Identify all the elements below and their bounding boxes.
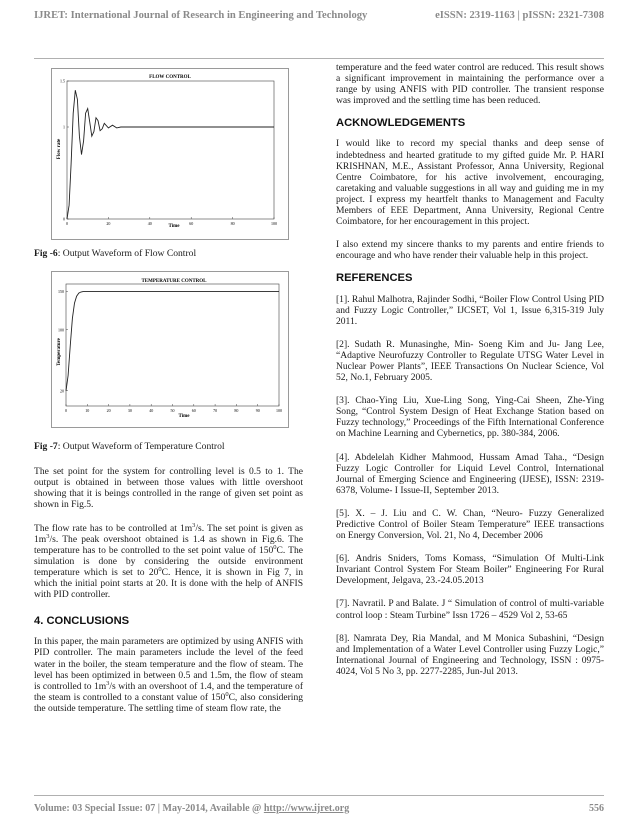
acknowledgement-paragraph-1: I would like to record my special thanks and deep sense of indebtedness and hearted gratitude to my gifted guide Mr. P. HARI KRISHNAN, M.E., Assistant Professor, Anna University, Regional Centre Coimbatore, for his active involvement, encouraging, caretaking and valuable suggestions in all way and guiding me in my project. I express my heartfelt thanks to Management and Faculty Members of EEE Department, Anna University, Regional Centre Coimbatore, for her encouragement in this project. — [336, 138, 604, 228]
y-axis-label: Temperature — [57, 338, 62, 366]
reference-3: [3]. Chao-Ying Liu, Xue-Ling Song, Ying-Cai Sheen, Zhe-Ying Song, “Control System Design of Heat Exchange Station based on Fuzzy technology,” Proceedings of the Fifth International Conference on Machine Learning and Cybernetics, pp. 380-384, 2006. — [336, 395, 604, 440]
x-tick-label: 0 — [66, 221, 68, 226]
chart-title: TEMPERATURE CONTROL — [141, 279, 207, 285]
figure-7-temperature-control — [51, 271, 289, 428]
series-line — [66, 292, 279, 391]
x-tick-label: 80 — [230, 221, 235, 226]
reference-4: [4]. Abdelelah Kidher Mahmood, Hussam Amad Taha., “Design Fuzzy Logic Controller for Liquid Level Control, International Journal of Emerging Science and Engineering (IJESE), ISSN: 2319-6378, Volume- I Issue-II, September 2013. — [336, 451, 604, 496]
y-tick-label: 20 — [60, 388, 64, 394]
y-tick-label: 0 — [63, 216, 65, 222]
header-rule — [34, 58, 604, 59]
running-header — [34, 10, 604, 21]
x-tick-label: 70 — [213, 408, 218, 414]
reference-2: [2]. Sudath R. Munasinghe, Min- Soeng Kim and Ju- Jang Lee, “Adaptive Neurofuzzy Controller to Regulate UTSG Water Level in Nuclear Power Plants”, IEEE Transactions On Nuclear Science, Vol 52, No.1, February 2005. — [336, 338, 604, 384]
x-tick-label: 60 — [191, 408, 196, 414]
x-tick-label: 90 — [255, 408, 260, 414]
x-tick-label: 50 — [170, 408, 175, 414]
conclusions-paragraph: In this paper, the main parameters are optimized by using ANFIS with PID controller. The main parameters include the level of the feed water in the boiler, the steam temperature and the flow of steam. The level has been optimized in between 0.5 and 1.5m, the flow of steam is controlled to $1m^3/s$ with an overshoot of 1.4, and the temperature of the steam is controlled to a constant value of $150^0C$, also considering the outside temperature. The settling time of steam flow rate, the — [34, 636, 304, 714]
flow-control-chart — [52, 69, 288, 239]
page-number: 556 — [589, 803, 604, 814]
journal-title: IJRET: International Journal of Research in Engineering and Technology — [34, 10, 368, 21]
x-tick-label: 100 — [271, 221, 277, 226]
x-tick-label: 0 — [65, 408, 67, 414]
series-line — [67, 90, 274, 219]
y-axis-label: Flow rate — [57, 138, 62, 160]
y-tick-label: 1.5 — [60, 78, 65, 84]
running-footer — [34, 803, 604, 814]
setpoint-paragraph: The set point for the system for controlling level is 0.5 to 1. The output is obtained in between those values with little overshoot showing that it is beings controlled in the range of given set point as shown in Fig.5. — [34, 466, 303, 511]
figure-6-flow-control — [51, 68, 289, 240]
x-tick-label: 20 — [106, 221, 111, 226]
reference-8: [8]. Namrata Dey, Ria Mandal, and M Monica Subashini, “Design and Implementation of a Water Level Controller using Fuzzy Logic,” International Journal of Engineering and Technology, ISSN : 0975-4024, Vol 5 No 3, pp. 2277-2285, Jun-Jul 2013. — [336, 632, 604, 677]
x-tick-label: 40 — [147, 221, 152, 226]
references-heading: REFERENCES — [336, 272, 413, 285]
figure-6-caption — [34, 248, 303, 259]
temperature-control-chart — [52, 272, 288, 427]
y-tick-label: 1 — [63, 124, 65, 130]
journal-link[interactable]: http://www.ijret.org — [263, 803, 350, 814]
volume-info: Volume: 03 Special Issue: 07 | May-2014, Available @ http://www.ijret.org — [34, 803, 350, 814]
right-column — [336, 62, 604, 689]
x-tick-label: 40 — [149, 408, 154, 414]
caption-text: : Output Waveform of Flow Control — [57, 248, 197, 259]
x-tick-label: 30 — [127, 408, 132, 414]
chart-title: FLOW CONTROL — [149, 75, 191, 80]
conclusions-heading: 4. CONCLUSIONS — [34, 615, 130, 628]
flow-rate-paragraph: The flow rate has to be controlled at $1m^3/s$. The set point is given as $1m^3/s$. The peak overshoot obtained is 1.4 as shown in Fig.6. The temperature has to be controlled to the set point value of $150^0C$. The simulation is done by considering the outside environment temperature which is set to $20^0C$. Hence, it is shown in Fig 7, in which the initial point starts at 20. It is done with the help of ANFIS with PID controller. — [34, 521, 303, 601]
acknowledgements-heading: ACKNOWLEDGEMENTS — [336, 117, 466, 130]
x-tick-label: 60 — [189, 221, 194, 226]
caption-label: Fig -6 — [34, 248, 58, 259]
x-tick-label: 10 — [85, 408, 90, 414]
reference-5: [5]. X. – J. Liu and C. W. Chan, “Neuro- Fuzzy Generalized Predictive Control of Boiler Steam Temperature” IEEE transactions on Energy Conversion, Vol. 21, No 4, December 2006 — [336, 507, 604, 542]
left-column — [34, 68, 303, 726]
x-tick-label: 100 — [276, 408, 282, 414]
issn: eISSN: 2319-1163 | pISSN: 2321-7308 — [435, 10, 604, 21]
plot-frame — [66, 284, 279, 406]
x-tick-label: 80 — [234, 408, 239, 414]
caption-label: Fig -7 — [34, 441, 58, 453]
caption-text: : Output Waveform of Temperature Control — [57, 441, 225, 453]
x-axis-label: Time — [178, 414, 190, 420]
figure-7-caption — [34, 441, 303, 452]
x-tick-label: 20 — [106, 408, 111, 414]
y-tick-label: 150 — [58, 289, 64, 295]
footer-rule — [34, 795, 604, 796]
reference-7: [7]. Navratil. P and Balate. J “ Simulation of control of multi-variable control loop : Steam Turbine” Issn 1726 – 4529 Vol 2, 53-65 — [336, 598, 604, 621]
acknowledgement-paragraph-2: I also extend my sincere thanks to my parents and entire friends to encourage and who have render their valuable help in this project. — [336, 239, 604, 262]
continued-paragraph: temperature and the feed water control are reduced. This result shows a significant improvement in maintaining the performance over a range by using ANFIS with PID controller. The transient response was improved and the settling time has been reduced. — [336, 62, 604, 107]
y-tick-label: 100 — [58, 327, 64, 333]
x-axis-label: Time — [168, 224, 180, 229]
plot-frame — [67, 81, 274, 219]
reference-1: [1]. Rahul Malhotra, Rajinder Sodhi, “Boiler Flow Control Using PID and Fuzzy Logic Controller,” IJCSET, Vol 1, Issue 6,315-319 July 2011. — [336, 293, 604, 327]
reference-6: [6]. Andris Sniders, Toms Komass, “Simulation Of Multi-Link Invariant Control System For Steam Boiler” Engineering For Rural Development, Jelgava, 23.-24.05.2013 — [336, 553, 604, 587]
